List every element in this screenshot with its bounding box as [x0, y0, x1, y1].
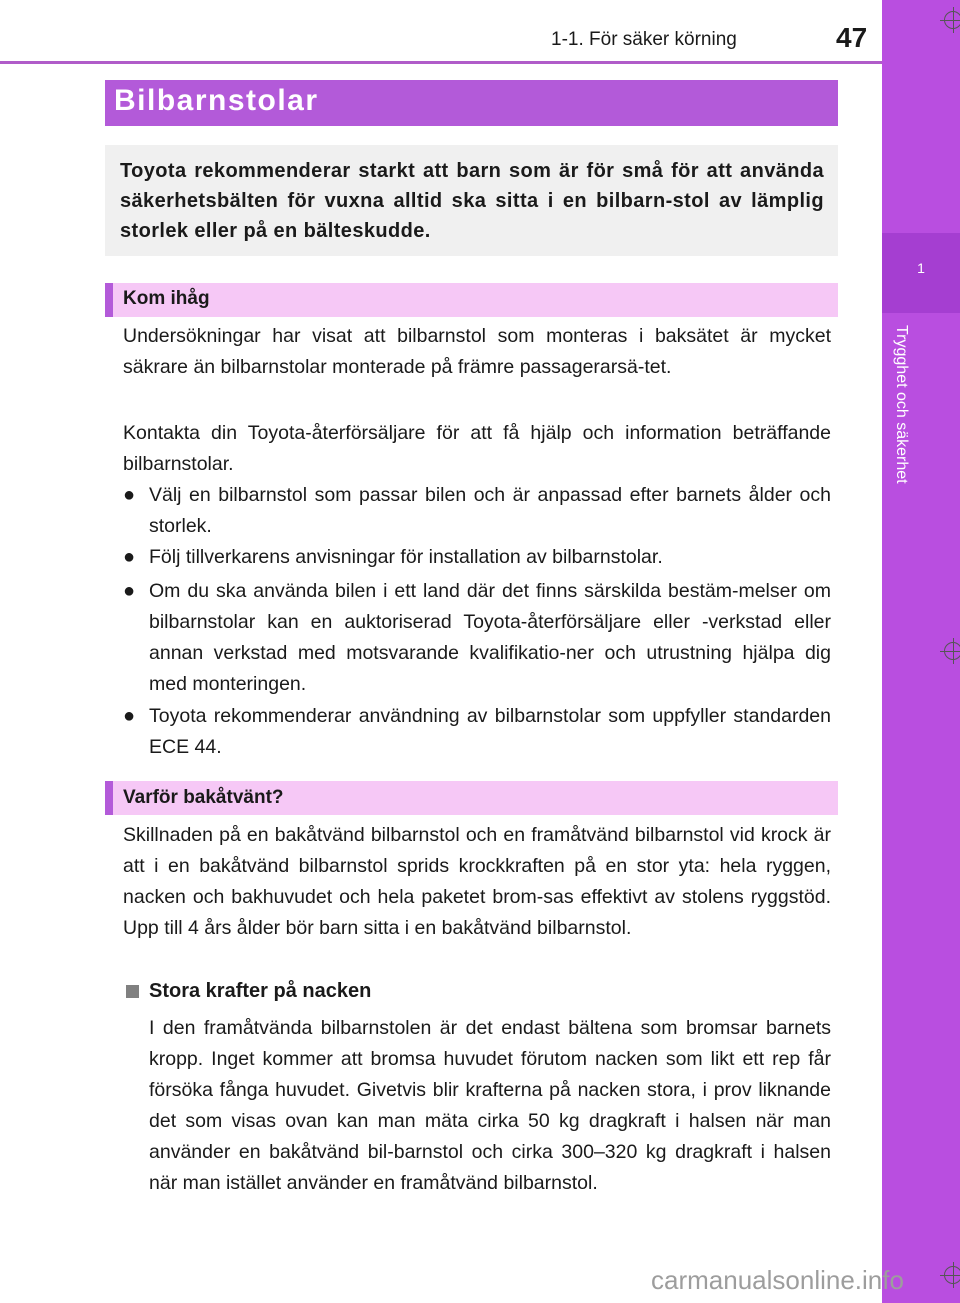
- header-rule: [0, 61, 882, 64]
- kom-ihag-heading: Kom ihåg: [123, 288, 210, 309]
- section-title: Bilbarnstolar: [114, 84, 319, 117]
- varfor-paragraph: Skillnaden på en bakåtvänd bilbarnstol och en framåtvänd bilbarnstol vid krock är att i en bakåtvänd bilbarnstol sprids krockkraften på en stor yta: hela ryggen, nacken och bakhuvudet och hela paketet brom-sas effektivt av stolens ryggstöd. Upp till 4 års ålder bör barn sitta i en bakåtvänd bilbarnstol.: [123, 824, 831, 939]
- running-header: 1-1. För säker körning: [551, 29, 737, 50]
- crop-mark: [944, 642, 960, 660]
- chapter-number: 1: [917, 260, 925, 276]
- varfor-heading: Varför bakåtvänt?: [123, 787, 284, 808]
- bullet-dot: ●: [123, 546, 136, 568]
- crop-mark: [944, 1266, 960, 1284]
- page-number: 47: [836, 22, 868, 53]
- bullet-dot: ●: [123, 580, 136, 602]
- subsection-title: Stora krafter på nacken: [149, 980, 372, 1002]
- bullet-dot: ●: [123, 484, 136, 506]
- watermark: carmanualsonline.info: [651, 1265, 904, 1295]
- bullet-item: Följ tillverkarens anvisningar för installation av bilbarnstolar.: [149, 546, 663, 568]
- kom-ihag-paragraph-1: Undersökningar har visat att bilbarnstol som monteras i baksätet är mycket säkrare än bilbarnstolar monterade på främre passagerarsä-tet.: [123, 325, 831, 378]
- kom-ihag-bar: [105, 283, 838, 317]
- square-bullet-icon: [126, 985, 139, 998]
- bullet-dot: ●: [123, 705, 136, 727]
- chapter-label: Trygghet och säkerhet: [893, 325, 910, 484]
- subsection-text: I den framåtvända bilbarnstolen är det endast bältena som bromsar barnets kropp. Inget kommer att bromsa huvudet förutom nacken som likt ett rep får försöka fånga huvudet. Givetvis blir krafterna på nacken stora, i prov liknande det som visas ovan kan man mäta cirka 50 kg dragkraft i halsen när man använder en bakåtvänd bil-barnstol och cirka 300–320 kg dragkraft i halsen när man istället använder en framåtvänd bilbarnstol.: [149, 1017, 831, 1194]
- bullet-item: Välj en bilbarnstol som passar bilen och är anpassad efter barnets ålder och storlek.: [149, 484, 831, 537]
- bullet-item: Om du ska använda bilen i ett land där det finns särskilda bestäm-melser om bilbarnstolar kan en auktoriserad Toyota-återförsäljare eller -verkstad eller annan verkstad med motsvarande kvalifikatio-ner och utrustning hjälpa dig med monteringen.: [149, 580, 831, 695]
- kom-ihag-paragraph-2: Kontakta din Toyota-återförsäljare för att få hjälp och information beträffande bilbarnstolar.: [123, 422, 831, 475]
- bullet-item: Toyota rekommenderar användning av bilbarnstolar som uppfyller standarden ECE 44.: [149, 705, 831, 758]
- crop-mark: [944, 11, 960, 29]
- intro-text: Toyota rekommenderar starkt att barn som är för små för att använda säkerhetsbälten för vuxna alltid ska sitta i en bilbarn-stol av lämplig storlek eller på en bälteskudde.: [120, 160, 824, 242]
